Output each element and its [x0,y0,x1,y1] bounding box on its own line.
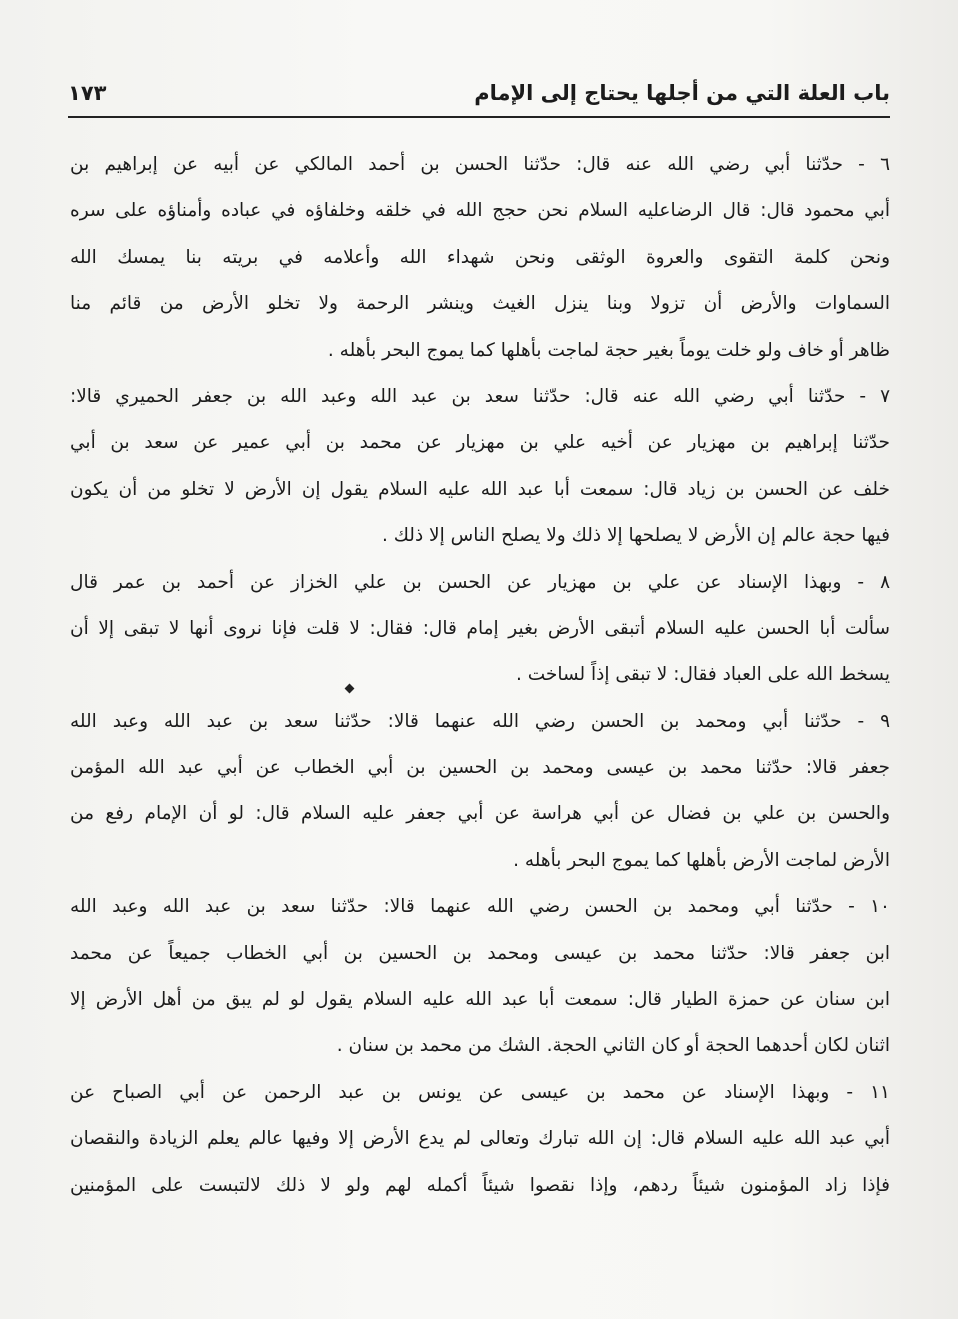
text-line: ونحن كلمة التقوى والعروة الوثقى ونحن شهداء الله وأعلامه في بريته بنا يمسك الله [70,246,890,268]
text-line: سألت أبا الحسن عليه السلام أتبقى الأرض بغير إمام قال: فقال: لا قلت فإنا نروى أنها لا تبقى إلا أن [70,617,890,639]
text-line: حدّثنا إبراهيم بن مهزيار عن أخيه علي بن مهزيار عن محمد بن أبي عمير عن سعد بن أبي [70,432,890,454]
text-line: ابن سنان عن حمزة الطيار قال: سمعت أبا عبد الله عليه السلام يقول لو لم يبق من أهل الأرض إلا [70,989,890,1011]
text-line: أبي محمود قال: قال الرضاعليه السلام نحن حجج الله في خلقه وخلفاؤه في عباده وأمناؤه على سره [70,200,890,222]
hadith-paragraph-6 [70,142,890,374]
text-line: الأرض لماجت الأرض بأهلها كما يموج البحر بأهله . [513,849,890,871]
text-line: ابن جعفر قالا: حدّثنا محمد بن عيسى ومحمد بن الحسين بن أبي الخطاب جميعاً عن محمد [70,942,890,964]
text-line: السماوات والأرض أن تزولا وبنا ينزل الغيث وينشر الرحمة ولا تخلو الأرض من قائم منا [70,293,890,315]
text-line: يسخط الله على العباد فقال: لا تبقى إذاً لساخت . [516,664,890,686]
header-divider [68,116,890,118]
page-number: ١٧٣ [68,81,107,105]
page-body [70,142,890,1209]
text-line: فإذا زاد المؤمنون شيئاً ردهم، وإذا نقصوا شيئاً أكمله لهم ولو لا ذلك لالتبست على المؤمنين [70,1174,890,1196]
hadith-paragraph-8 [70,560,890,699]
page-header [68,78,890,112]
text-line: اثنان لكان أحدهما الحجة أو كان الثاني الحجة. الشك من محمد بن سنان . [336,1035,890,1057]
text-line: ٩ - حدّثنا أبي ومحمد بن الحسن رضي الله عنهما قالا: حدّثنا سعد بن عبد الله وعبد الله [70,710,890,732]
text-line: خلف عن الحسن بن زياد قال: سمعت أبا عبد الله عليه السلام يقول إن الأرض لا تخلو من أن يكون [70,478,890,500]
text-line: والحسن بن علي بن فضال عن أبي هراسة عن أبي جعفر عليه السلام قال: لو أن الإمام رفع من [70,803,890,825]
running-title: باب العلة التي من أجلها يحتاج إلى الإمام [474,81,890,105]
text-line: ١١ - وبهذا الإسناد عن محمد بن عيسى عن يونس بن عبد الرحمن عن أبي الصباح عن [70,1081,890,1103]
hadith-paragraph-11 [70,1070,890,1209]
text-line: أبي عبد الله عليه السلام قال: إن الله تبارك وتعالى لم يدع الأرض إلا وفيها عالم يعلم الزيادة والنقصان [70,1128,890,1150]
text-line: ٨ - وبهذا الإسناد عن علي بن مهزيار عن الحسن بن علي الخزاز عن أحمد بن عمر قال [70,571,890,593]
hadith-paragraph-7 [70,374,890,560]
text-line: ٦ - حدّثنا أبي رضي الله عنه قال: حدّثنا الحسن بن أحمد المالكي عن أبيه عن إبراهيم بن [70,154,890,175]
text-line: ١٠ - حدّثنا أبي ومحمد بن الحسن رضي الله عنهما قالا: حدّثنا سعد بن عبد الله وعبد الله [70,896,890,918]
hadith-paragraph-9 [70,699,890,885]
text-line: ظاهر أو خاف ولو خلت يوماً بغير حجة لماجت بأهلها كما يموج البحر بأهله . [327,339,890,361]
text-line: ٧ - حدّثنا أبي رضي الله عنه قال: حدّثنا سعد بن عبد الله وعبد الله بن جعفر الحميري قالا: [70,385,890,407]
text-line: فيها حجة عالم إن الأرض لا يصلحها إلا ذلك ولا يصلح الناس إلا ذلك . [381,525,890,547]
hadith-paragraph-10 [70,884,890,1070]
text-line: جعفر قالا: حدّثنا محمد بن عيسى ومحمد بن الحسين بن أبي الخطاب عن أبي عبد الله المؤمن [70,757,890,779]
